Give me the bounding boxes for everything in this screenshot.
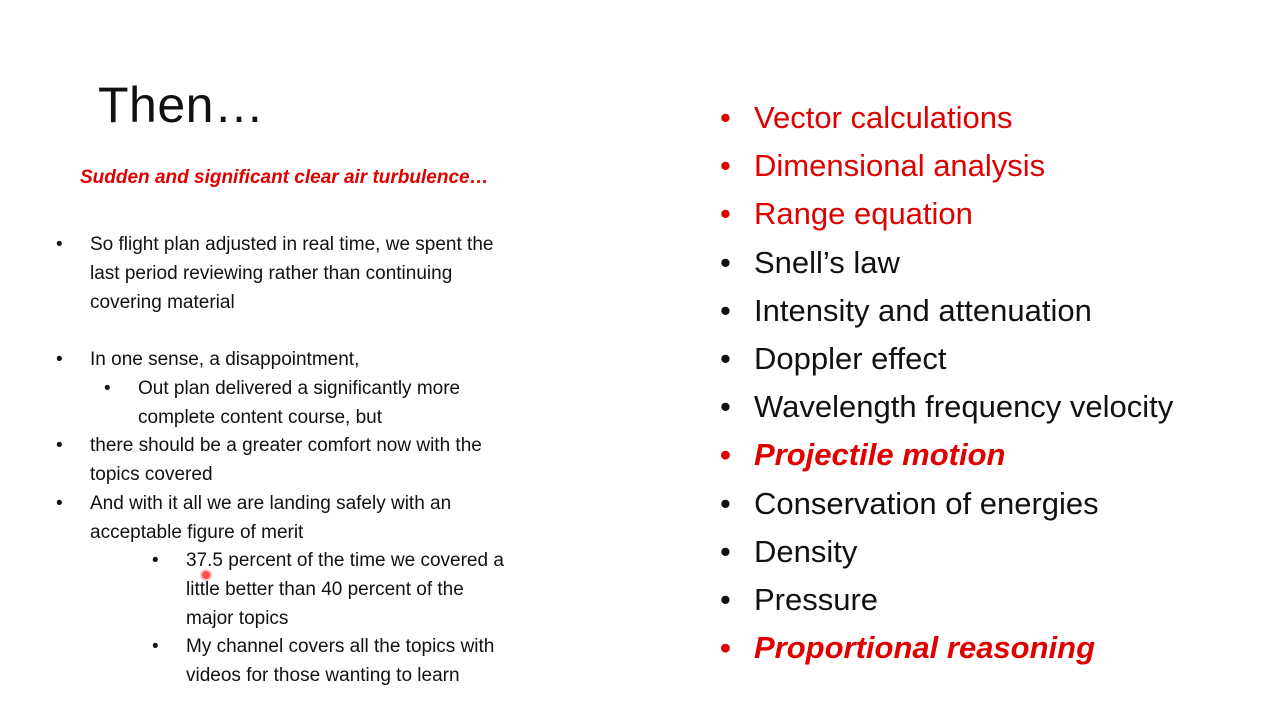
list-item-text xyxy=(138,374,460,432)
topic-label: Density xyxy=(754,533,858,569)
topic-label: Projectile motion xyxy=(754,437,1006,473)
topic-label: Intensity and attenuation xyxy=(754,292,1092,328)
list-item-text xyxy=(90,431,482,489)
bullet-icon: • xyxy=(56,435,63,456)
bullet-icon: • xyxy=(720,485,731,521)
bullet-icon: • xyxy=(104,378,111,399)
text-line: acceptable figure of merit xyxy=(90,522,304,543)
topic-label: Conservation of energies xyxy=(754,485,1099,521)
bullet-icon: • xyxy=(720,582,731,617)
topic-label: Pressure xyxy=(754,582,879,617)
topic-label: Range equation xyxy=(754,196,973,232)
bullet-icon: • xyxy=(152,636,159,657)
text-line: little better than 40 percent of the xyxy=(186,579,464,600)
topic-label: Snell’s law xyxy=(754,244,900,280)
bullet-icon: • xyxy=(720,630,731,666)
bullet-icon: • xyxy=(56,349,63,370)
text-line: last period reviewing rather than continuing xyxy=(90,263,453,284)
text-line: And with it all we are landing safely with an xyxy=(90,493,452,514)
bullet-icon: • xyxy=(720,244,731,280)
bullet-icon: • xyxy=(56,493,63,514)
topic-label: Vector calculations xyxy=(754,100,1013,135)
text-line: My channel covers all the topics with xyxy=(186,636,495,657)
slide-subtitle: Sudden and significant clear air turbulence… xyxy=(80,167,489,188)
topic-label: Wavelength frequency velocity xyxy=(754,389,1174,425)
topic-label: Proportional reasoning xyxy=(754,630,1096,666)
topic-label: Dimensional analysis xyxy=(754,148,1046,184)
pointer-cursor-icon xyxy=(202,571,210,579)
bullet-icon: • xyxy=(720,389,731,425)
text-line: topics covered xyxy=(90,464,213,485)
bullet-icon: • xyxy=(720,100,731,135)
list-item-text xyxy=(90,489,451,547)
list-item-text xyxy=(186,546,504,633)
text-line: Out plan delivered a significantly more xyxy=(138,378,461,399)
bullet-icon: • xyxy=(56,234,63,255)
text-line: So flight plan adjusted in real time, we spent the xyxy=(90,234,494,255)
text-line: covering material xyxy=(90,292,235,313)
text-line: complete content course, but xyxy=(138,407,382,428)
text-line: there should be a greater comfort now with the xyxy=(90,435,482,456)
text-line: videos for those wanting to learn xyxy=(186,665,460,686)
text-line: 37.5 percent of the time we covered a xyxy=(186,550,504,571)
bullet-icon: • xyxy=(720,148,731,184)
slide-title: Then… xyxy=(98,77,265,133)
list-item-text xyxy=(90,230,493,317)
topic-label: Doppler effect xyxy=(754,341,947,376)
text-line: In one sense, a disappointment, xyxy=(90,349,360,370)
bullet-icon: • xyxy=(720,196,731,232)
bullet-icon: • xyxy=(720,533,731,569)
text-line: major topics xyxy=(186,608,289,629)
bullet-icon: • xyxy=(720,437,731,473)
bullet-icon: • xyxy=(720,292,731,328)
list-item-text xyxy=(90,345,359,374)
list-item-text xyxy=(186,632,494,690)
bullet-icon: • xyxy=(152,550,159,571)
bullet-icon: • xyxy=(720,341,731,376)
